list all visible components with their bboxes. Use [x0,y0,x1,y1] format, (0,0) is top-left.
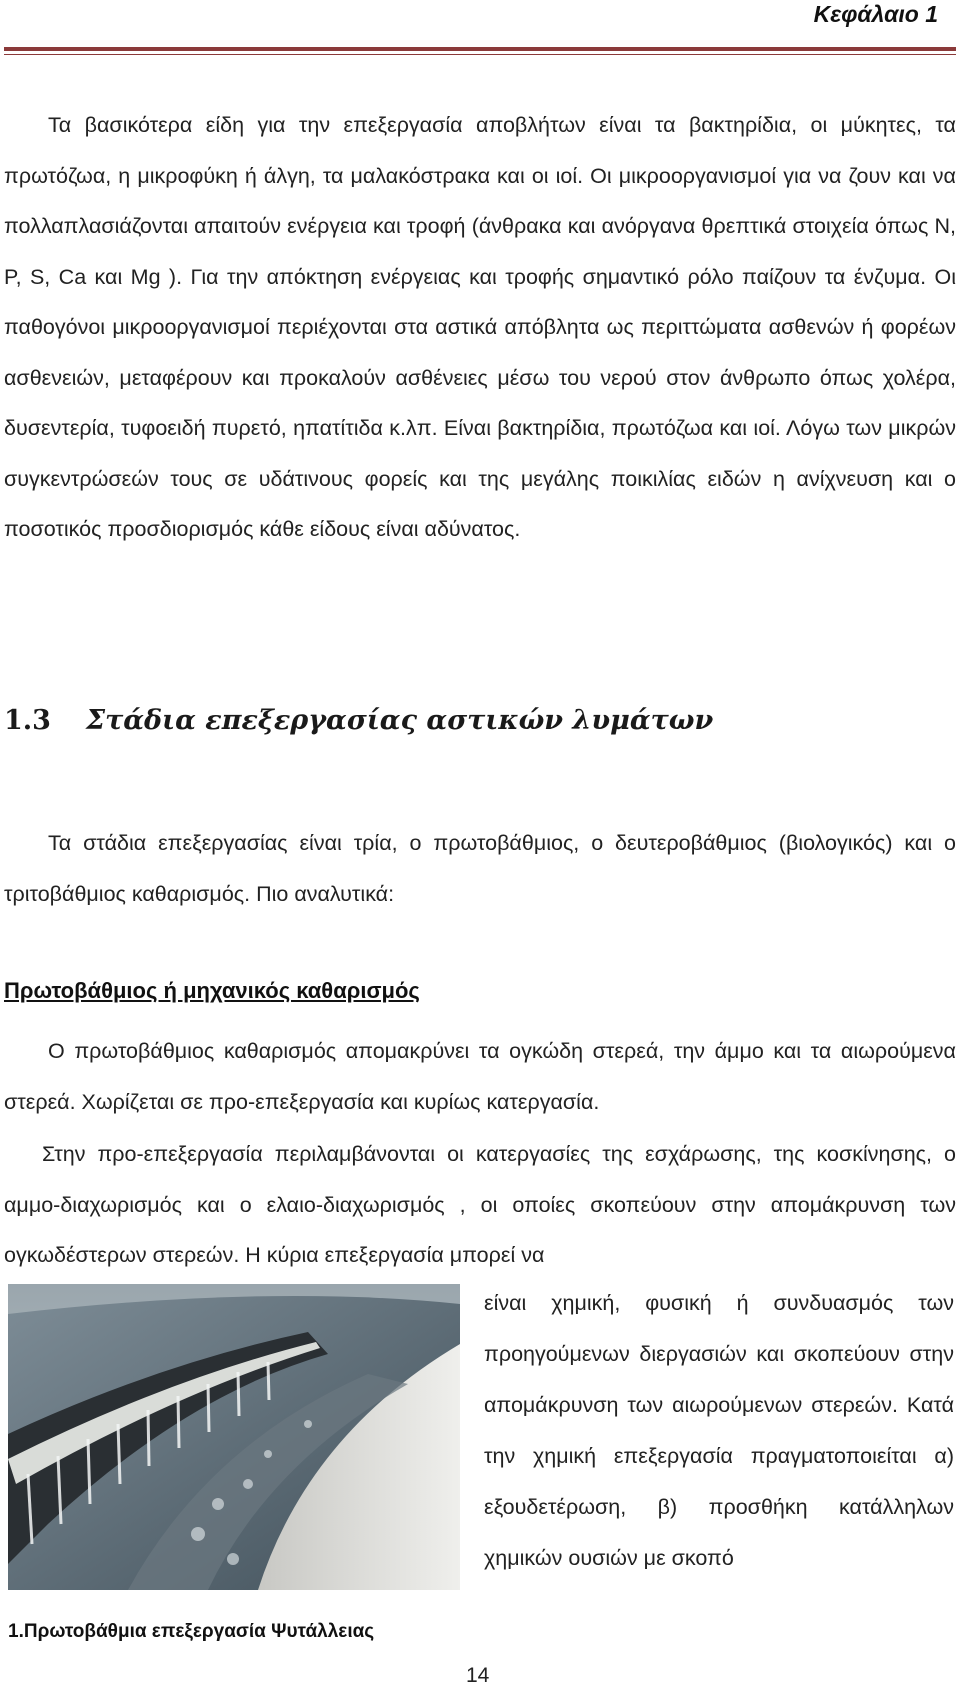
subheading-primary: Πρωτοβάθμιος ή μηχανικός καθαρισμός [4,978,420,1003]
section-heading [4,705,713,736]
paragraph-treatment-continued: είναι χημική, φυσική ή συνδυασμός των προηγούμενων διεργασιών και σκοπεύουν στην απομάκρυνση των αιωρούμενων στερεών. Κατά την χημική επεξεργασία πραγματοποιείται α) εξουδετέρωση, β) προσθήκη κατάλληλων χημικών ουσιών με σκοπό [484,1291,954,1570]
paragraph-stages: Τα στάδια επεξεργασίας είναι τρία, ο πρωτοβάθμιος, ο δευτεροβάθμιος (βιολογικός) και ο τριτοβάθμιος καθαρισμός. Πιο αναλυτικά: [4,831,956,906]
section-number: 1.3 [4,705,51,736]
paragraph-primary: Ο πρωτοβάθμιος καθαρισμός απομακρύνει τα ογκώδη στερεά, την άμμο και τα αιωρούμενα στερεά. Χωρίζεται σε προ-επεξεργασία και κυρίως κατεργασία. [4,1039,956,1114]
chapter-title: Κεφάλαιο 1 [813,1,938,27]
section-title: Στάδια επεξεργασίας αστικών λυμάτων [86,705,714,736]
treatment-photo [8,1284,460,1590]
figure-caption: 1.Πρωτοβάθμια επεξεργασία Ψυτάλλειας [8,1621,375,1642]
paragraph-microorganisms: Τα βασικότερα είδη για την επεξεργασία αποβλήτων είναι τα βακτηρίδια, οι μύκητες, τα πρωτόζωα, η μικροφύκη ή άλγη, τα μαλακόστρακα και οι ιοί. Οι μικροοργανισμοί για να ζουν και να πολλαπλασιάζονται απαιτούν ενέργεια και τροφή (άνθρακα και ανόργανα θρεπτικά στοιχεία όπως N, P, S, Ca και Mg ). Για την απόκτηση ενέργειας και τροφής σημαντικό ρόλο παίζουν τα ένζυμα. Οι παθογόνοι μικροοργανισμοί περιέχονται στα αστικά απόβλητα ως περιττώματα ασθενών ή φορέων ασθενειών, μεταφέρουν και προκαλούν ασθένειες μέσω του νερού στον άνθρωπο όπως χολέρα, δυσεντερία, τυφοειδή πυρετό, ηπατίτιδα κ.λπ. Είναι βακτηρίδια, πρωτόζωα και ιοί. Λόγω των μικρών συγκεντρώσεών τους σε υδάτινους φορείς και της μεγάλης ποικιλίας ειδών η ανίχνευση και ο ποσοτικός προσδιορισμός κάθε είδους είναι αδύνατος. [4,113,956,541]
paragraph-pretreatment: Στην προ-επεξεργασία περιλαμβάνονται οι κατεργασίες της εσχάρωσης, της κοσκίνησης, ο αμμο-διαχωρισμός και ο ελαιο-διαχωρισμός , οι οποίες σκοπεύουν στην απομάκρυνση των ογκωδέστερων στερεών. Η κύρια επεξεργασία μπορεί να [4,1142,956,1267]
header-rule [4,47,956,51]
header-rule-thin [4,54,956,55]
page-number: 14 [466,1664,490,1687]
